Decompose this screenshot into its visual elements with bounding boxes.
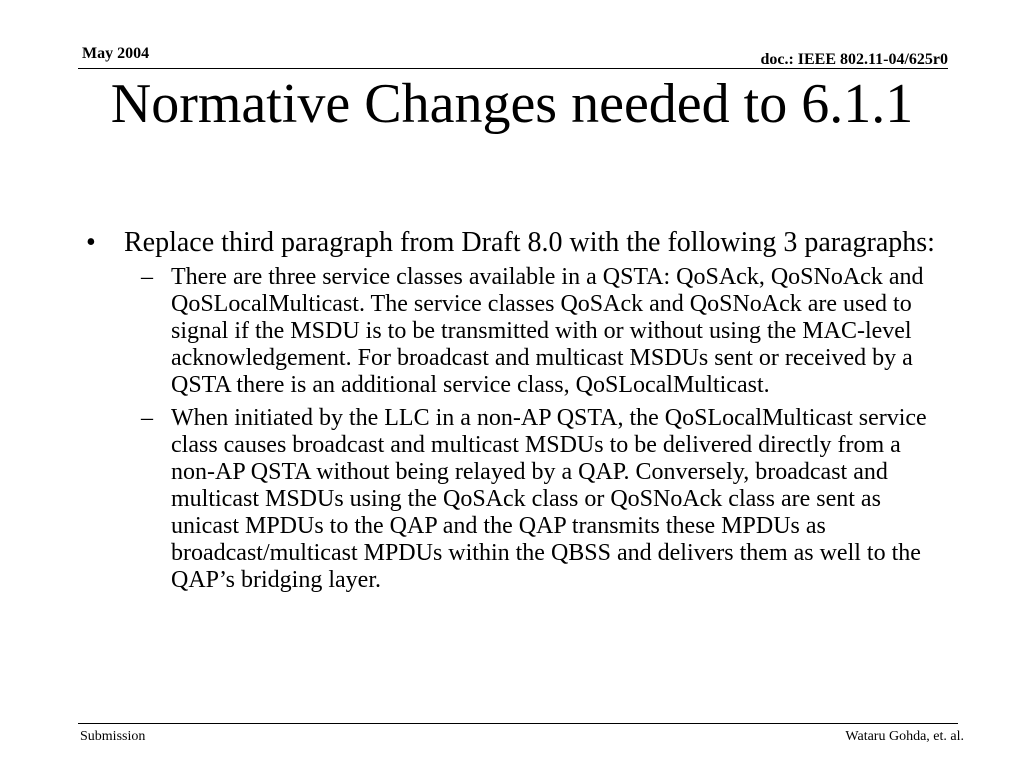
sub-bullet-item — [86, 264, 946, 399]
slide-body — [86, 227, 946, 594]
sub-bullet-marker: – — [141, 405, 153, 431]
header-date: May 2004 — [82, 45, 150, 62]
bullet-marker: • — [86, 227, 96, 258]
header-rule — [78, 68, 948, 69]
sub-bullet-text: When initiated by the LLC in a non-AP QSTA, the QoSLocalMulticast service class causes broadcast and multicast MSDUs to be delivered directly from a non-AP QSTA without being relayed by a QAP. Conversely, broadcast and multicast MSDUs using the QoSAck class or QoSNoAck class are sent as unicast MPDUs to the QAP and the QAP transmits these MPDUs as broadcast/multicast MPDUs within the QBSS and delivers them as well to the QAP’s bridging layer. — [171, 405, 927, 593]
sub-bullet-item — [86, 405, 946, 594]
slide-title: Normative Changes needed to 6.1.1 — [110, 73, 914, 135]
bullet-text: Replace third paragraph from Draft 8.0 with the following 3 paragraphs: — [124, 227, 935, 258]
sub-bullet-text: There are three service classes available in a QSTA: QoSAck, QoSNoAck and QoSLocalMulticast. The service classes QoSAck and QoSNoAck are used to signal if the MSDU is to be transmitted with or without using the MAC-level acknowledgement. For broadcast and multicast MSDUs sent or received by a QSTA there is an additional service class, QoSLocalMulticast. — [171, 264, 924, 398]
header-doc-id: doc.: IEEE 802.11-04/625r0 — [760, 51, 948, 68]
footer-authors: Wataru Gohda, et. al. — [845, 729, 964, 744]
footer-submission: Submission — [80, 729, 146, 744]
footer-rule — [78, 723, 958, 724]
sub-bullet-marker: – — [141, 264, 153, 290]
bullet-item — [86, 227, 946, 258]
